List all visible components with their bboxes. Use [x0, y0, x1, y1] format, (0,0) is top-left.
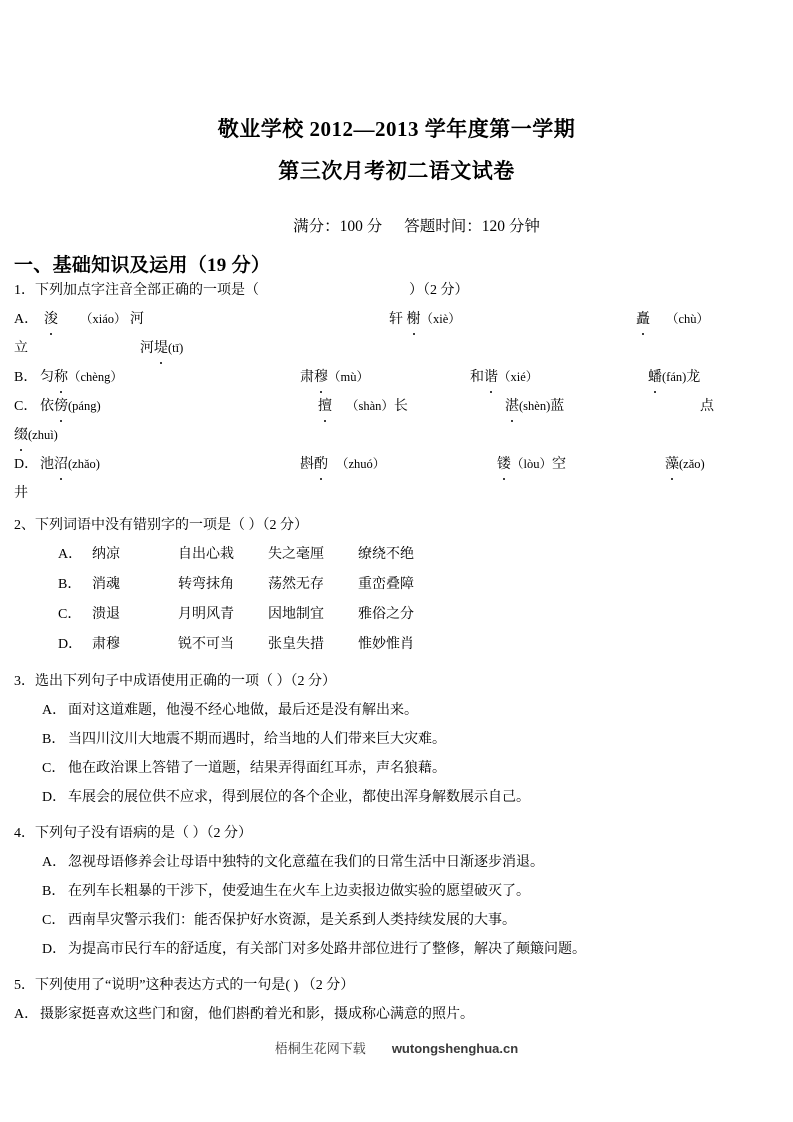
option-a-word-1	[44, 305, 144, 334]
option-label: D．	[42, 942, 67, 957]
option-d-word-3	[497, 450, 566, 479]
word-1: 溃退	[92, 607, 120, 622]
dotted-char: 谐	[484, 363, 498, 392]
question-1-option-b	[0, 363, 793, 392]
option-b-label: B．	[14, 370, 38, 385]
question-1-option-a-line-1	[0, 305, 793, 334]
pinyin: （xié）	[498, 370, 539, 384]
word-4: 缭绕不绝	[358, 547, 414, 562]
option-label: B．	[42, 884, 66, 899]
question-4-option-a	[0, 848, 793, 877]
option-a-word-3	[636, 305, 709, 334]
option-d-word-2	[300, 450, 385, 479]
option-label: A．	[42, 703, 67, 718]
pinyin: （xiáo）	[80, 312, 127, 326]
option-label: C．	[42, 913, 66, 928]
option-d-word-1	[40, 450, 100, 479]
word-prefix: 肃	[300, 370, 314, 385]
option-c-word-2	[318, 392, 408, 421]
option-c-word-1	[40, 392, 101, 421]
question-3-option-d	[0, 783, 793, 812]
question-2-option-c	[0, 600, 793, 630]
word-prefix: 河	[140, 341, 154, 356]
pinyin: （shàn）	[346, 399, 394, 413]
word-1: 消魂	[92, 577, 120, 592]
footer-source-label: 梧桐生花网下载	[274, 1041, 366, 1056]
dotted-char: 堤	[154, 334, 168, 363]
word-prefix: 轩	[389, 312, 403, 327]
page-title-line-1: 敬业学校 2012—2013 学年度第一学期	[217, 117, 576, 141]
word-2: 转弯抹角	[178, 577, 234, 592]
option-text: 他在政治课上答错了一道题，结果弄得面红耳赤，声名狼藉。	[68, 761, 446, 776]
question-1-option-c-line-1	[0, 392, 793, 421]
option-c-word-4-prefix: 点	[700, 399, 714, 414]
pinyin: (zǎo)	[679, 457, 705, 471]
option-text: 面对这道难题，他漫不经心地做，最后还是没有解出来。	[68, 703, 418, 718]
score-and-time-line	[0, 214, 793, 236]
word-2: 锐不可当	[178, 637, 234, 652]
option-c-word-3	[505, 392, 564, 421]
option-text: 车展会的展位供不应求，得到展位的各个企业，都使出浑身解数展示自己。	[68, 790, 530, 805]
option-label: B．	[42, 732, 66, 747]
question-1-stem-suffix: ）（2 分）	[409, 283, 469, 298]
question-1-stem	[0, 277, 793, 305]
full-marks-text: 满分：100 分	[293, 218, 383, 235]
option-label: B．	[58, 577, 82, 592]
option-b-word-2	[300, 363, 369, 392]
pinyin: （zhuó）	[336, 457, 386, 471]
option-text: 摄影家挺喜欢这些门和窗，他们斟酌着光和影，摄成称心满意的照片。	[40, 1007, 474, 1022]
question-1-option-a-line-2	[0, 334, 793, 363]
question-5-option-a	[0, 1000, 793, 1029]
option-text: 西南旱灾警示我们：能否保护好水资源，是关系到人类持续发展的大事。	[68, 913, 516, 928]
question-1-option-c-line-2	[0, 421, 793, 450]
word-3: 因地制宜	[268, 607, 324, 622]
word-tail: 龙	[686, 370, 701, 385]
footer-site-url: wutongshenghua.cn	[391, 1041, 519, 1056]
option-label: A．	[42, 855, 67, 870]
question-4-stem: 4．下列句子没有语病的是（ ）（2 分）	[14, 826, 252, 841]
option-b-word-1	[40, 363, 123, 392]
dotted-char: 蟠	[648, 363, 662, 392]
word-4: 重峦叠障	[358, 577, 414, 592]
footer	[0, 1038, 793, 1057]
word-1: 纳凉	[92, 547, 120, 562]
question-4-option-d	[0, 935, 793, 964]
word-tail: 河	[130, 312, 145, 327]
option-a-word-3-tail: 立	[14, 341, 28, 356]
question-4-option-c	[0, 906, 793, 935]
question-4-option-b	[0, 877, 793, 906]
option-b-word-4	[648, 363, 700, 392]
option-label: C．	[42, 761, 66, 776]
pinyin: (páng)	[68, 399, 101, 413]
dotted-char: 榭	[407, 305, 421, 334]
option-d-word-4-tail: 井	[14, 486, 28, 501]
pinyin: （xiè）	[420, 312, 461, 326]
word-prefix: 和	[470, 370, 484, 385]
dotted-char: 擅	[318, 392, 332, 421]
option-a-word-2	[389, 305, 461, 334]
word-4: 雅俗之分	[358, 607, 414, 622]
pinyin: （mù）	[328, 370, 369, 384]
word-3: 张皇失措	[268, 637, 324, 652]
dotted-char: 称	[54, 363, 68, 392]
question-1-option-d-line-1	[0, 450, 793, 479]
time-limit-text: 答题时间：120 分钟	[404, 218, 540, 235]
word-prefix: 匀	[40, 370, 54, 385]
word-tail: 长	[393, 399, 408, 414]
question-3-option-a	[0, 696, 793, 725]
word-prefix: 依	[40, 399, 54, 414]
word-2: 月明风青	[178, 607, 234, 622]
pinyin: (tī)	[168, 341, 184, 355]
option-text: 为提高市民行车的舒适度，有关部门对多处路井部位进行了整修，解决了颠簸问题。	[68, 942, 586, 957]
dotted-char: 酌	[314, 450, 328, 479]
pinyin: （chèng）	[68, 370, 123, 384]
question-1-option-d-line-2	[0, 479, 793, 508]
pinyin: (shèn)	[519, 399, 551, 413]
option-c-word-4	[14, 421, 58, 450]
dotted-char: 矗	[636, 305, 650, 334]
question-3-stem: 3．选出下列句子中成语使用正确的一项（ ）（2 分）	[14, 674, 336, 689]
option-label: A．	[58, 547, 83, 562]
pinyin: （chù）	[666, 312, 710, 326]
option-label: D．	[58, 637, 83, 652]
word-3: 失之毫厘	[268, 547, 324, 562]
word-tail: 空	[551, 457, 566, 472]
word-prefix: 池	[40, 457, 54, 472]
option-label: D．	[42, 790, 67, 805]
page-title-line-2: 第三次月考初二语文试卷	[278, 159, 515, 183]
title-block	[0, 0, 793, 192]
question-2-option-b	[0, 570, 793, 600]
option-d-label: D．	[14, 457, 39, 472]
option-a-label: A．	[14, 312, 39, 327]
section-heading: 一、基础知识及运用（19 分）	[14, 255, 271, 276]
dotted-char: 湛	[505, 392, 519, 421]
question-3-option-c	[0, 754, 793, 783]
option-text: 当四川汶川大地震不期而遇时，给当地的人们带来巨大灾难。	[68, 732, 446, 747]
pinyin: (zhǎo)	[68, 457, 100, 471]
word-4: 惟妙惟肖	[358, 637, 414, 652]
question-2-option-d	[0, 630, 793, 660]
option-text: 忽视母语修养会让母语中独特的文化意蕴在我们的日常生活中日渐逐步消退。	[68, 855, 544, 870]
option-d-word-4	[665, 450, 705, 479]
dotted-char: 镂	[497, 450, 511, 479]
question-5-stem: 5．下列使用了“说明”这种表达方式的一句是( ) （2 分）	[14, 978, 355, 993]
pinyin: (fán)	[662, 370, 687, 384]
dotted-char: 穆	[314, 363, 328, 392]
word-2: 自出心栽	[178, 547, 234, 562]
option-b-word-3	[470, 363, 538, 392]
question-2-option-a	[0, 540, 793, 570]
dotted-char: 缀	[14, 421, 28, 450]
dotted-char: 藻	[665, 450, 679, 479]
pinyin: (zhuì)	[28, 428, 58, 442]
option-label: A．	[14, 1007, 39, 1022]
dotted-char: 傍	[54, 392, 68, 421]
option-c-label: C．	[14, 399, 38, 414]
question-1-stem-prefix: 1．下列加点字注音全部正确的一项是（	[14, 283, 259, 298]
dotted-char: 浚	[44, 305, 58, 334]
word-3: 荡然无存	[268, 577, 324, 592]
question-2-stem: 2、下列词语中没有错别字的一项是（ ）（2 分）	[14, 518, 308, 533]
option-a-word-4	[140, 334, 183, 363]
word-prefix: 斟	[300, 457, 314, 472]
pinyin: （lòu）	[511, 457, 552, 471]
word-tail: 蓝	[550, 399, 565, 414]
question-3-option-b	[0, 725, 793, 754]
word-1: 肃穆	[92, 637, 120, 652]
option-label: C．	[58, 607, 82, 622]
option-text: 在列车长粗暴的干涉下，使爱迪生在火车上边卖报边做实验的愿望破灭了。	[68, 884, 530, 899]
dotted-char: 沼	[54, 450, 68, 479]
